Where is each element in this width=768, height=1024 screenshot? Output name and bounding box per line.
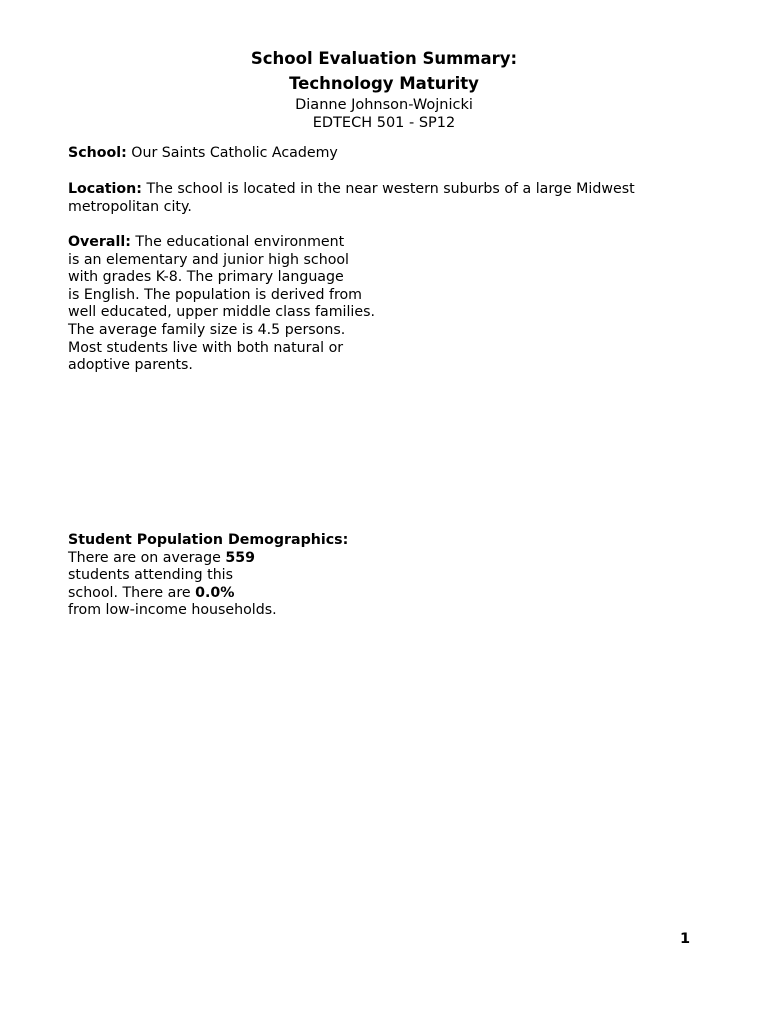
student-count: 559: [225, 549, 256, 566]
overall-line-1: The educational environment: [135, 234, 345, 250]
demographics-text-2: students attending this school. There are: [68, 567, 234, 601]
overall-label: Overall:: [68, 234, 131, 250]
page-number: 1: [680, 931, 691, 947]
school-section: [68, 145, 338, 163]
demographics-text-1: There are on average: [68, 549, 221, 566]
location-label: Location:: [68, 181, 142, 197]
low-income-percent: 0.0%: [195, 584, 235, 601]
location-section: [68, 181, 635, 216]
demographics-heading: Student Population Demographics:: [68, 532, 349, 548]
course-code: EDTECH 501 - SP12: [312, 115, 456, 131]
demographics-text-3: from low-income households.: [68, 602, 277, 619]
author-name: Dianne Johnson-Wojnicki: [295, 97, 473, 113]
school-label: School:: [68, 145, 127, 161]
school-value: Our Saints Catholic Academy: [131, 145, 338, 161]
document-header: [0, 46, 768, 132]
overall-paragraph: is an elementary and junior high school with grades K-8. The primary language is English. The population is derived from well educated, upper middle class families. The average family size is 4.5 persons. Most students live with both natural or adoptive parents.: [68, 251, 375, 374]
location-value: The school is located in the near western suburbs of a large Midwest metropolitan city.: [68, 181, 635, 215]
title-line-2: Technology Maturity: [289, 74, 479, 93]
title-line-1: School Evaluation Summary:: [250, 49, 518, 68]
demographics-section: [68, 532, 348, 620]
overall-section: [68, 234, 375, 375]
